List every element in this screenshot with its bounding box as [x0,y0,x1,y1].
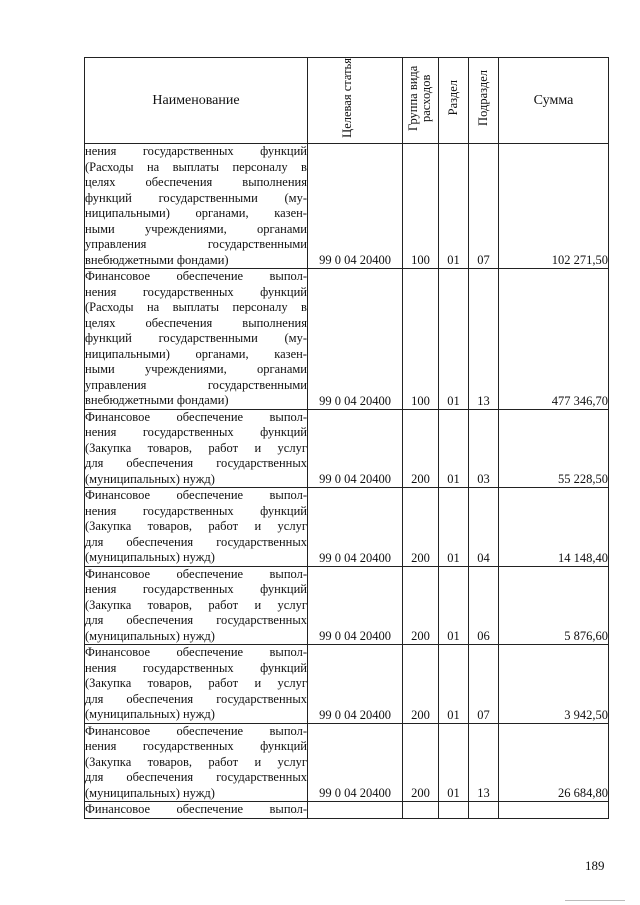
row-name-line: (Закупка товаров, работ и услуг [85,519,307,533]
table-row [85,488,609,567]
row-name-line: нения государственных функций [85,660,307,675]
row-section [439,802,469,819]
row-name-line: ниципальными) органами, казен- [85,346,307,361]
header-name: Наименование [85,58,308,144]
row-name-line: для обеспечения государственных [85,534,307,549]
row-section: 01 [439,645,469,724]
row-name-line: (Расходы на выплаты персоналу в [85,159,307,174]
row-name-line: нения государственных функций [85,582,307,596]
row-name-line: Финансовое обеспечение выпол- [85,566,307,581]
row-name-cell [85,645,308,724]
row-expense-group [403,802,439,819]
row-target-code: 99 0 04 20400 [308,723,403,802]
row-name-line: функций государственными (му- [85,190,307,205]
row-name-line: управления государственными [85,377,307,392]
row-subsection: 07 [469,645,499,724]
row-name-line: Финансовое обеспечение выпол- [85,269,307,283]
row-section: 01 [439,269,469,410]
row-name-cell [85,144,308,269]
row-target-code: 99 0 04 20400 [308,409,403,488]
row-section: 01 [439,144,469,269]
row-target-code: 99 0 04 20400 [308,488,403,567]
header-section-label: Раздел [446,80,460,116]
row-name-line: (Закупка товаров, работ и услуг [85,597,307,612]
row-name-line: Финансовое обеспечение выпол- [85,488,307,502]
row-subsection [469,802,499,819]
header-target [308,58,403,144]
row-name-cell [85,488,308,567]
header-subsection-label: Подраздел [476,70,490,126]
row-subsection: 13 [469,723,499,802]
row-name-line: нения государственных функций [85,739,307,753]
table-row [85,409,609,488]
row-name-line: (муниципальных) нужд) [85,707,215,721]
row-name-line: для обеспечения государственных [85,691,307,706]
row-name-line: (Расходы на выплаты персоналу в [85,300,307,314]
row-expense-group: 100 [403,269,439,410]
row-name-line: Финансовое обеспечение выпол- [85,645,307,659]
row-name-line: (муниципальных) нужд) [85,628,215,643]
table-row [85,269,609,410]
header-target-label: Целевая статья [340,58,354,138]
row-name-line: ниципальными) органами, казен- [85,206,307,220]
header-subsection [469,58,499,144]
row-target-code: 99 0 04 20400 [308,645,403,724]
row-expense-group: 200 [403,409,439,488]
row-sum: 55 228,50 [499,409,609,488]
header-section [439,58,469,144]
row-sum: 14 148,40 [499,488,609,567]
header-sum: Сумма [499,58,609,144]
row-subsection: 04 [469,488,499,567]
row-expense-group: 200 [403,645,439,724]
table-row [85,144,609,269]
row-name-line: ными учреждениями, органами [85,221,307,236]
row-name-line: целях обеспечения выполнения [85,315,307,330]
row-subsection: 06 [469,566,499,645]
table-row [85,802,609,819]
row-sum [499,802,609,819]
row-sum: 5 876,60 [499,566,609,645]
row-name-line: (муниципальных) нужд) [85,785,215,800]
row-subsection: 07 [469,144,499,269]
page-number: 189 [585,858,605,873]
row-name-line: нения государственных функций [85,425,307,439]
row-name-line: для обеспечения государственных [85,456,307,470]
row-name-line: Финансовое обеспечение выпол- [85,802,307,816]
table-row [85,645,609,724]
table-row [85,566,609,645]
table-body [85,144,609,819]
row-target-code: 99 0 04 20400 [308,269,403,410]
row-target-code: 99 0 04 20400 [308,144,403,269]
row-name-cell [85,723,308,802]
row-name-line: (Закупка товаров, работ и услуг [85,676,307,690]
row-name-cell [85,802,308,819]
row-name-line: нения государственных функций [85,144,307,158]
row-name-cell [85,409,308,488]
row-sum: 3 942,50 [499,645,609,724]
table-row [85,723,609,802]
row-name-cell [85,566,308,645]
row-name-line: Финансовое обеспечение выпол- [85,723,307,738]
row-name-line: внебюджетными фондами) [85,252,229,267]
row-section: 01 [439,409,469,488]
row-name-line: целях обеспечения выполнения [85,175,307,189]
budget-table [84,57,609,819]
row-section: 01 [439,488,469,567]
row-name-line: Финансовое обеспечение выпол- [85,409,307,424]
row-expense-group: 100 [403,144,439,269]
table-header-row [85,58,609,144]
row-target-code: 99 0 04 20400 [308,566,403,645]
row-sum: 477 346,70 [499,269,609,410]
row-name-line: для обеспечения государственных [85,770,307,784]
row-expense-group: 200 [403,488,439,567]
row-name-line: для обеспечения государственных [85,613,307,627]
row-subsection: 03 [469,409,499,488]
row-target-code [308,802,403,819]
header-group-label: Группа вида расходов [405,65,433,131]
row-name-line: (муниципальных) нужд) [85,471,215,486]
footer-rule [565,900,625,901]
row-section: 01 [439,566,469,645]
row-sum: 102 271,50 [499,144,609,269]
row-expense-group: 200 [403,566,439,645]
row-name-line: управления государственными [85,237,307,251]
header-group [403,58,439,144]
row-expense-group: 200 [403,723,439,802]
row-name-line: ными учреждениями, органами [85,362,307,376]
row-name-line: (Закупка товаров, работ и услуг [85,440,307,455]
row-sum: 26 684,80 [499,723,609,802]
row-subsection: 13 [469,269,499,410]
row-name-line: нения государственных функций [85,284,307,299]
row-name-line: функций государственными (му- [85,331,307,345]
row-name-line: нения государственных функций [85,503,307,518]
row-name-cell [85,269,308,410]
row-name-line: (муниципальных) нужд) [85,550,215,564]
row-name-line: внебюджетными фондами) [85,393,229,407]
row-section: 01 [439,723,469,802]
row-name-line: (Закупка товаров, работ и услуг [85,754,307,769]
